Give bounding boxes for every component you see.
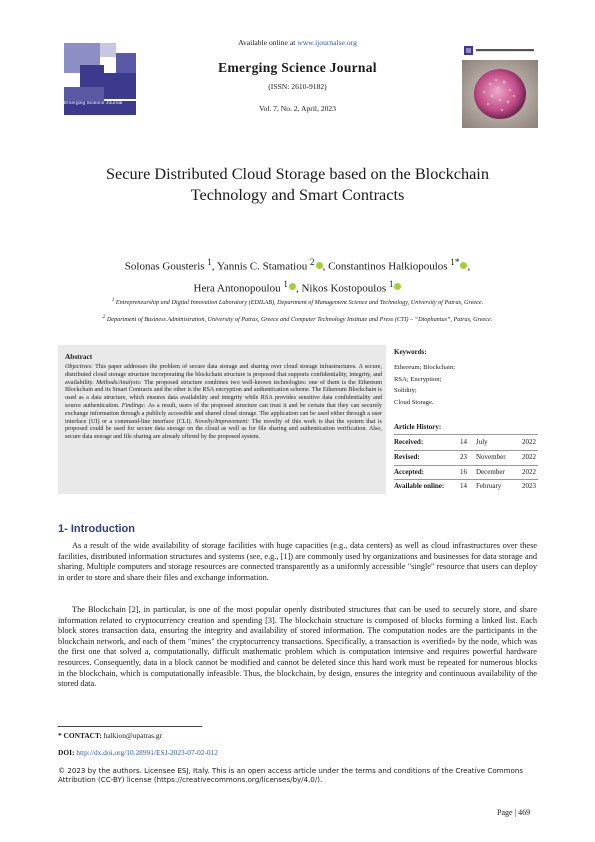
doi-link[interactable]: http://dx.doi.org/10.28991/ESJ-2023-07-02-012: [74, 748, 219, 757]
history-label: Revised:: [394, 453, 420, 461]
author-separator: ,: [295, 282, 302, 295]
history-year: 2022: [522, 468, 536, 476]
section-heading-introduction: 1- Introduction: [58, 523, 135, 535]
orcid-icon[interactable]: [394, 283, 401, 290]
history-year: 2022: [522, 453, 536, 461]
history-month: December: [476, 468, 505, 476]
keyword-item: Ethereum; Blockchain;: [394, 364, 455, 371]
history-day: 23: [460, 453, 467, 461]
affiliation-sup: 2: [102, 314, 106, 320]
author-list: [60, 254, 535, 297]
keywords-heading: Keywords:: [394, 348, 427, 356]
affiliation-sup: 1: [111, 297, 115, 303]
abstract-findings: As a result, users of the proposed structure can trust it and be certain that they can securely exchange information through a publicly accessible and shared cloud storage. The application can be used either through a user interface (UI) or a command-line interface (CLI).: [65, 402, 382, 425]
history-day: 16: [460, 468, 467, 476]
author-line-2: [60, 276, 535, 298]
volume-info: Vol. 7, No. 2, April, 2023: [258, 104, 337, 113]
logo-text: Emerging Science Journal: [64, 101, 123, 106]
author-affiliation-sup: 1: [388, 278, 394, 289]
history-divider: [394, 450, 538, 451]
affiliation-2: [20, 314, 575, 323]
author-affiliation-sup: 1: [207, 257, 212, 267]
author-affiliation-sup: 2: [309, 257, 315, 267]
title-line-1: Secure Distributed Cloud Storage based on the Blockchain: [106, 164, 489, 183]
affiliation-1: [20, 297, 575, 306]
orcid-icon[interactable]: [289, 283, 296, 290]
availability-prefix: Available online at: [238, 38, 298, 47]
cover-header-bar: [464, 42, 536, 51]
contact-label: * CONTACT:: [58, 731, 102, 740]
abstract-methods: The proposed structure combines two well-known technologies: one of them is the Ethereum Blockchain and its Smart Contracts and the other is the RSA encryption and authentication scheme. The Ethereum Blockchain is used as a data structure, which ensures data availability and integrity while RSA provides sensitive data confidentiality and source authentication.: [65, 379, 382, 409]
history-year: 2023: [522, 482, 536, 490]
intro-paragraph-2: The Blockchain [2], in particular, is one of the most popular openly distributed structures that can be used to securely store, and share information related to cryptocurrency creation and spending [3]. The blockchain structure is composed of blocks forming a linked list. Each block stores transaction data, ensuring the integrity and availability of stored information. The computation nodes are the participants in the blockchain network, and each of them "mines" the cryptocurrency transactions. Specifically, a transaction is «verified» by the node, which was the first one that solved a, computationally, difficult mathematic problem which is computation intensive and requires powerful hardware resources. Consequently, data in a block cannot be modified and cannot be deleted since this hard work must be repeated for numerous blocks in the blockchain, which is computationally infeasible. Thus, the blockchain, by design, ensures the integrity and continuous availability of the stored data.: [58, 605, 537, 689]
journal-website-link[interactable]: www.ijournalse.org: [297, 38, 357, 47]
keyword-item: Cloud Storage.: [394, 398, 434, 406]
keyword-item: Solidity;: [394, 387, 417, 395]
history-divider: [394, 479, 538, 480]
intro-paragraph-1: As a result of the wide availability of storage facilities with huge capacities (e.g., data centers) as well as cloud infrastructures over these facilities, distributed information structures and systems (see, e.g., [1]) are commonly used by organizations and businesses for data storage and sharing. Multiple computers and storage resources are connected transparently as a uniformly accessible "single" resource that users can deploy in order to store and share their files and exchange information.: [58, 541, 537, 582]
history-day: 14: [460, 482, 467, 490]
history-row: [394, 482, 542, 496]
author-separator: ,: [322, 260, 329, 273]
history-label: Received:: [394, 438, 424, 446]
abstract-text: [65, 364, 382, 442]
page-number: Page | 469: [497, 808, 531, 817]
abstract-label-objectives: Objectives:: [65, 364, 96, 370]
author-name: Hera Antonopoulou: [193, 282, 284, 295]
author-separator: ,: [211, 260, 217, 273]
history-day: 14: [460, 438, 467, 446]
footnote-divider: [58, 726, 202, 727]
history-year: 2022: [522, 438, 536, 446]
history-month: November: [476, 453, 506, 461]
orcid-icon[interactable]: [316, 262, 323, 269]
doi-footnote: [58, 748, 218, 757]
abstract-heading: Abstract: [65, 352, 93, 361]
history-label: Available online:: [394, 482, 445, 490]
issn: (ISSN: 2610-9182): [268, 82, 327, 91]
history-label: Accepted:: [394, 468, 424, 476]
history-divider: [394, 465, 538, 466]
affiliation-text: Entrepreneurship and Digital Innovation Laboratory (EDILAB), Department of Management Science and Technology, University of Patras, Greece.: [114, 299, 484, 307]
keyword-item: RSA; Encryption;: [394, 375, 442, 383]
abstract-label-methods: Methods/Analysis:: [96, 379, 145, 386]
journal-cover-image: [462, 60, 538, 128]
title-line-2: Technology and Smart Contracts: [190, 185, 405, 204]
contact-footnote: [58, 731, 162, 740]
author-name: Nikos Kostopoulos: [301, 282, 389, 295]
history-divider: [394, 434, 538, 435]
contact-email[interactable]: halkion@upatras.gr: [101, 731, 163, 740]
doi-label: DOI:: [58, 748, 75, 757]
affiliation-text: Department of Business Administration, University of Patras, Greece and Computer Technology Institute and Press (CTI) – “Diophantus”, Patras, Greece.: [105, 316, 493, 324]
history-month: July: [476, 438, 488, 446]
license-text: © 2023 by the authors. Licensee ESJ, Italy. This is an open access article under the terms and conditions of the Creative Commons Attribution (CC-BY) license (https://creativecommons.org/licenses/by/4.0/).: [58, 766, 524, 785]
history-month: February: [476, 482, 502, 490]
author-separator: ,: [467, 260, 471, 273]
abstract-novelty: The novelty of this work is that the system that is proposed could be used for secure data storage on the cloud as well as for file sharing and authentication verification. Also, secure data storage and file sharing are already offered by the proposed system.: [65, 418, 382, 441]
keywords-list: [394, 362, 455, 408]
author-name: Constantinos Halkiopoulos: [328, 260, 451, 273]
abstract-label-novelty: Novelty/Improvement:: [194, 418, 252, 425]
article-title: [60, 163, 535, 205]
author-affiliation-sup: 1*: [450, 257, 460, 267]
author-affiliation-sup: 1: [283, 278, 288, 289]
history-heading: Article History:: [394, 423, 442, 431]
abstract-objectives: This paper addresses the problem of secure data storage and sharing over cloud storage infrastructures. A secure, distributed cloud storage structure incorporating the blockchain structure is proposed that supports confidentiality, integrity, and availability.: [65, 364, 382, 386]
abstract-label-findings: Findings:: [121, 402, 148, 409]
author-line-1: [60, 254, 535, 276]
journal-name: Emerging Science Journal: [218, 60, 377, 75]
author-name: Solonas Gousteris: [124, 260, 208, 273]
author-name: Yannis C. Stamatiou: [216, 260, 310, 273]
